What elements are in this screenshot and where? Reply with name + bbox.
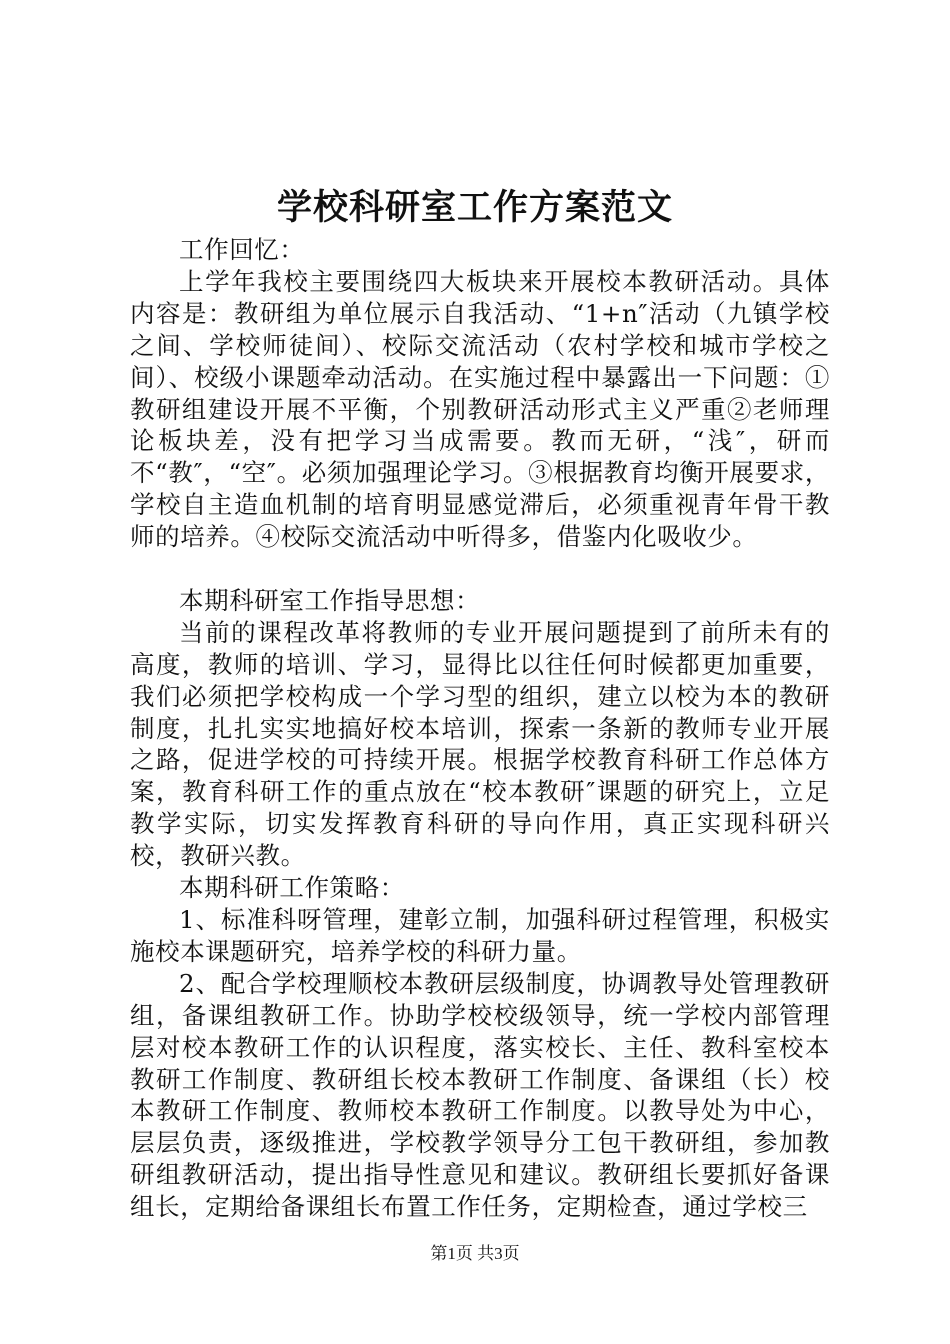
- strategy-item-2: 2、配合学校理顺校本教研层级制度，协调教导处管理教研组，备课组教研工作。协助学校校级领导，统一学校内部管理层对校本教研工作的认识程度，落实校长、主任、教科室校本教研工作制度、教研组长校本教研工作制度、备课组（长）校本教研工作制度、教师校本教研工作制度。以教导处为中心，层层负责，逐级推进，学校教学领导分工包干教研组，参加教研组教研活动，提出指导性意见和建议。教研组长要抓好备课组长，定期给备课组长布置工作任务，定期检查，通过学校三: [130, 968, 830, 1222]
- section-heading-strategy: 本期科研工作策略：: [179, 873, 405, 903]
- document-body: [130, 234, 830, 1223]
- page-number: 第1页 共3页: [430, 1244, 520, 1263]
- paragraph-gap: [130, 553, 830, 585]
- strategy-item-1: 1、标准科呀管理，建彰立制，加强科研过程管理，积极实施校本课题研究，培养学校的科研力量。: [130, 905, 830, 966]
- paragraph-guiding-idea: 当前的课程改革将教师的专业开展问题提到了前所未有的高度，教师的培训、学习，显得比以往任何时候都更加重要，我们必须把学校构成一个学习型的组织，建立以校为本的教研制度，扎扎实实地搞好校本培训，探索一条新的教师专业开展之路，促进学校的可持续开展。根据学校教育科研工作总体方案，教育科研工作的重点放在“校本教研″课题的研究上，立足教学实际，切实发挥教育科研的导向作用，真正实现科研兴校，教研兴教。: [130, 617, 830, 871]
- section-heading-review: 工作回忆：: [179, 235, 305, 264]
- section-heading-guiding-idea: 本期科研室工作指导思想：: [179, 585, 481, 615]
- document-title: 学校科研室工作方案范文: [276, 187, 673, 228]
- paragraph-review-content: 上学年我校主要围绕四大板块来开展校本教研活动。具体内容是：教研组为单位展示自我活动、“1+n″活动（九镇学校之间、学校师徒间）、校际交流活动（农村学校和城市学校之间）、校级小课题牵动活动。在实施过程中暴露出一下问题：①教研组建设开展不平衡，个别教研活动形式主义严重②老师理论板块差，没有把学习当成需要。教而无研，“浅″，研而不“教″，“空″。必须加强理论学习。③根据教育均衡开展要求，学校自主造血机制的培育明显感觉滞后，必须重视青年骨干教师的培养。④校际交流活动中听得多，借鉴内化吸收少。: [130, 266, 830, 552]
